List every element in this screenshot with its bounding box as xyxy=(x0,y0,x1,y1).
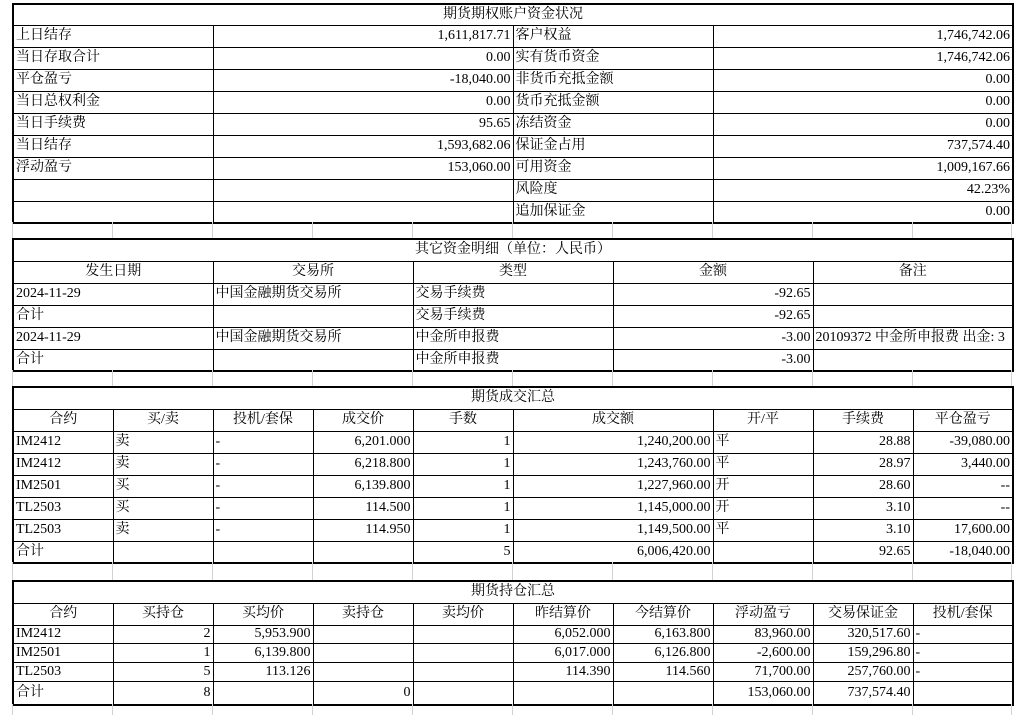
column-header-float-pnl: 浮动盈亏 xyxy=(713,603,813,625)
contract-cell: IM2501 xyxy=(13,475,113,497)
right-label-cell: 风险度 xyxy=(513,179,713,201)
header-row xyxy=(13,409,1013,431)
empty-cell xyxy=(213,349,413,371)
fee-cell: 28.88 xyxy=(813,431,913,453)
lots-cell: 1 xyxy=(413,519,513,541)
close-pnl-cell: 17,600.00 xyxy=(913,519,1013,541)
section-spacer xyxy=(12,222,1012,238)
table-row xyxy=(13,135,1013,157)
total-lots-cell: 5 xyxy=(413,541,513,563)
total-row xyxy=(13,681,1013,705)
empty-cell xyxy=(313,643,413,662)
fee-cell: 28.60 xyxy=(813,475,913,497)
prev-settle-cell: 114.390 xyxy=(513,662,613,681)
header-row xyxy=(13,603,1013,625)
empty-cell xyxy=(513,681,613,705)
fee-cell: 3.10 xyxy=(813,519,913,541)
contract-cell: IM2412 xyxy=(13,453,113,475)
table-row xyxy=(13,625,1013,643)
empty-cell xyxy=(813,349,1013,371)
turnover-cell: 1,240,200.00 xyxy=(513,431,713,453)
turnover-cell: 1,227,960.00 xyxy=(513,475,713,497)
hedge-cell: - xyxy=(213,497,313,519)
buy-qty-cell: 5 xyxy=(113,662,213,681)
empty-cell xyxy=(813,305,1013,327)
total-label-cell: 合计 xyxy=(13,681,113,705)
column-header-lots: 手数 xyxy=(413,409,513,431)
close-pnl-cell: -- xyxy=(913,497,1013,519)
exchange-cell: 中国金融期货交易所 xyxy=(213,327,413,349)
empty-cell xyxy=(213,201,513,223)
left-value-cell: 153,060.00 xyxy=(213,157,513,179)
amount-cell: -92.65 xyxy=(613,283,813,305)
contract-cell: IM2412 xyxy=(13,431,113,453)
column-header-exchange: 交易所 xyxy=(213,261,413,283)
empty-cell xyxy=(313,541,413,563)
side-cell: 卖 xyxy=(113,519,213,541)
left-label-cell: 平仓盈亏 xyxy=(13,69,213,91)
right-label-cell: 保证金占用 xyxy=(513,135,713,157)
column-header-open-close: 开/平 xyxy=(713,409,813,431)
lots-cell: 1 xyxy=(413,453,513,475)
side-cell: 买 xyxy=(113,497,213,519)
date-cell: 合计 xyxy=(13,305,213,327)
right-label-cell: 冻结资金 xyxy=(513,113,713,135)
total-turnover-cell: 6,006,420.00 xyxy=(513,541,713,563)
total-fee-cell: 92.65 xyxy=(813,541,913,563)
table-row xyxy=(13,349,1013,371)
right-label-cell: 客户权益 xyxy=(513,25,713,47)
empty-cell xyxy=(613,681,713,705)
settle-cell: 6,163.800 xyxy=(613,625,713,643)
column-header-sell-qty: 卖持仓 xyxy=(313,603,413,625)
price-cell: 114.950 xyxy=(313,519,413,541)
table-row xyxy=(13,305,1013,327)
right-value-cell: 42.23% xyxy=(713,179,1013,201)
margin-cell: 257,760.00 xyxy=(813,662,913,681)
right-value-cell: 1,746,742.06 xyxy=(713,25,1013,47)
fee-cell: 3.10 xyxy=(813,497,913,519)
price-cell: 6,139.800 xyxy=(313,475,413,497)
buy-avg-cell: 113.126 xyxy=(213,662,313,681)
price-cell: 6,218.800 xyxy=(313,453,413,475)
contract-cell: TL2503 xyxy=(13,519,113,541)
total-sell-qty-cell: 0 xyxy=(313,681,413,705)
empty-cell xyxy=(13,201,213,223)
table-row xyxy=(13,91,1013,113)
account-status-table xyxy=(12,3,1014,224)
empty-cell xyxy=(213,681,313,705)
open-close-cell: 平 xyxy=(713,431,813,453)
total-buy-qty-cell: 8 xyxy=(113,681,213,705)
right-value-cell: 0.00 xyxy=(713,69,1013,91)
hedge-cell: - xyxy=(213,453,313,475)
total-row xyxy=(13,541,1013,563)
hedge-cell: - xyxy=(213,475,313,497)
position-summary-title: 期货持仓汇总 xyxy=(13,581,1013,603)
left-label-cell: 当日存取合计 xyxy=(13,47,213,69)
remark-cell: 20109372 中金所申报费 出金: 3 xyxy=(813,327,1013,349)
column-header-close-pnl: 平仓盈亏 xyxy=(913,409,1013,431)
left-label-cell: 浮动盈亏 xyxy=(13,157,213,179)
empty-cell xyxy=(913,681,1013,705)
side-cell: 卖 xyxy=(113,431,213,453)
turnover-cell: 1,243,760.00 xyxy=(513,453,713,475)
column-header-prev-settle: 昨结算价 xyxy=(513,603,613,625)
column-header-settle: 今结算价 xyxy=(613,603,713,625)
fee-cell: 28.97 xyxy=(813,453,913,475)
buy-qty-cell: 1 xyxy=(113,643,213,662)
title-row xyxy=(13,239,1013,261)
left-value-cell: 0.00 xyxy=(213,47,513,69)
date-cell: 合计 xyxy=(13,349,213,371)
total-margin-cell: 737,574.40 xyxy=(813,681,913,705)
exchange-cell: 中国金融期货交易所 xyxy=(213,283,413,305)
table-row xyxy=(13,113,1013,135)
right-value-cell: 737,574.40 xyxy=(713,135,1013,157)
turnover-cell: 1,145,000.00 xyxy=(513,497,713,519)
trade-summary-title: 期货成交汇总 xyxy=(13,387,1013,409)
title-row xyxy=(13,4,1013,25)
title-row xyxy=(13,387,1013,409)
column-header-contract: 合约 xyxy=(13,409,113,431)
empty-cell xyxy=(213,305,413,327)
right-label-cell: 实有货币资金 xyxy=(513,47,713,69)
total-float-pnl-cell: 153,060.00 xyxy=(713,681,813,705)
lots-cell: 1 xyxy=(413,475,513,497)
account-status-title: 期货期权账户资金状况 xyxy=(13,4,1013,25)
type-cell: 交易手续费 xyxy=(413,283,613,305)
column-header-margin: 交易保证金 xyxy=(813,603,913,625)
left-value-cell: 1,593,682.06 xyxy=(213,135,513,157)
total-label-cell: 合计 xyxy=(13,541,113,563)
type-cell: 中金所申报费 xyxy=(413,349,613,371)
open-close-cell: 平 xyxy=(713,453,813,475)
hedge-cell: - xyxy=(913,662,1013,681)
empty-cell xyxy=(813,283,1013,305)
column-header-buy-avg: 买均价 xyxy=(213,603,313,625)
table-row xyxy=(13,47,1013,69)
close-pnl-cell: -- xyxy=(913,475,1013,497)
right-label-cell: 追加保证金 xyxy=(513,201,713,223)
table-row xyxy=(13,519,1013,541)
type-cell: 交易手续费 xyxy=(413,305,613,327)
empty-cell xyxy=(413,681,513,705)
position-summary-table xyxy=(12,580,1014,706)
hedge-cell: - xyxy=(913,643,1013,662)
empty-cell xyxy=(213,179,513,201)
buy-qty-cell: 2 xyxy=(113,625,213,643)
right-label-cell: 货币充抵金额 xyxy=(513,91,713,113)
amount-cell: -92.65 xyxy=(613,305,813,327)
price-cell: 6,201.000 xyxy=(313,431,413,453)
right-value-cell: 1,746,742.06 xyxy=(713,47,1013,69)
column-header-hedge: 投机/套保 xyxy=(913,603,1013,625)
column-header-buy-qty: 买持仓 xyxy=(113,603,213,625)
column-header-remark: 备注 xyxy=(813,261,1013,283)
other-funds-table xyxy=(12,238,1014,372)
column-header-type: 类型 xyxy=(413,261,613,283)
contract-cell: IM2412 xyxy=(13,625,113,643)
contract-cell: TL2503 xyxy=(13,497,113,519)
hedge-cell: - xyxy=(213,519,313,541)
left-value-cell: 95.65 xyxy=(213,113,513,135)
right-label-cell: 可用资金 xyxy=(513,157,713,179)
table-row xyxy=(13,179,1013,201)
lots-cell: 1 xyxy=(413,431,513,453)
float-pnl-cell: 83,960.00 xyxy=(713,625,813,643)
margin-cell: 159,296.80 xyxy=(813,643,913,662)
left-label-cell: 当日手续费 xyxy=(13,113,213,135)
type-cell: 中金所申报费 xyxy=(413,327,613,349)
left-value-cell: 1,611,817.71 xyxy=(213,25,513,47)
table-row xyxy=(13,327,1013,349)
title-row xyxy=(13,581,1013,603)
trade-summary-table xyxy=(12,386,1014,564)
buy-avg-cell: 6,139.800 xyxy=(213,643,313,662)
hedge-cell: - xyxy=(213,431,313,453)
table-row xyxy=(13,201,1013,223)
left-label-cell: 当日总权利金 xyxy=(13,91,213,113)
table-row xyxy=(13,283,1013,305)
total-close-pnl-cell: -18,040.00 xyxy=(913,541,1013,563)
float-pnl-cell: -2,600.00 xyxy=(713,643,813,662)
empty-cell xyxy=(13,179,213,201)
price-cell: 114.500 xyxy=(313,497,413,519)
left-label-cell: 上日结存 xyxy=(13,25,213,47)
empty-cell xyxy=(313,662,413,681)
left-label-cell: 当日结存 xyxy=(13,135,213,157)
other-funds-title: 其它资金明细（单位：人民币） xyxy=(13,239,1013,261)
amount-cell: -3.00 xyxy=(613,349,813,371)
right-value-cell: 0.00 xyxy=(713,201,1013,223)
date-cell: 2024-11-29 xyxy=(13,327,213,349)
empty-cell xyxy=(113,541,213,563)
table-row xyxy=(13,25,1013,47)
section-spacer xyxy=(12,704,1012,715)
table-row xyxy=(13,497,1013,519)
section-spacer xyxy=(12,370,1012,386)
open-close-cell: 开 xyxy=(713,497,813,519)
float-pnl-cell: 71,700.00 xyxy=(713,662,813,681)
open-close-cell: 开 xyxy=(713,475,813,497)
table-row xyxy=(13,431,1013,453)
left-value-cell: -18,040.00 xyxy=(213,69,513,91)
buy-avg-cell: 5,953.900 xyxy=(213,625,313,643)
settle-cell: 114.560 xyxy=(613,662,713,681)
margin-cell: 320,517.60 xyxy=(813,625,913,643)
right-value-cell: 0.00 xyxy=(713,91,1013,113)
column-header-hedge: 投机/套保 xyxy=(213,409,313,431)
open-close-cell: 平 xyxy=(713,519,813,541)
close-pnl-cell: 3,440.00 xyxy=(913,453,1013,475)
side-cell: 买 xyxy=(113,475,213,497)
right-value-cell: 0.00 xyxy=(713,113,1013,135)
settle-cell: 6,126.800 xyxy=(613,643,713,662)
header-row xyxy=(13,261,1013,283)
date-cell: 2024-11-29 xyxy=(13,283,213,305)
prev-settle-cell: 6,052.000 xyxy=(513,625,613,643)
column-header-contract: 合约 xyxy=(13,603,113,625)
column-header-price: 成交价 xyxy=(313,409,413,431)
section-spacer xyxy=(12,562,1012,580)
close-pnl-cell: -39,080.00 xyxy=(913,431,1013,453)
empty-cell xyxy=(713,541,813,563)
empty-cell xyxy=(413,643,513,662)
table-row xyxy=(13,453,1013,475)
empty-cell xyxy=(213,541,313,563)
column-header-turnover: 成交额 xyxy=(513,409,713,431)
table-row xyxy=(13,475,1013,497)
empty-cell xyxy=(413,662,513,681)
table-row xyxy=(13,157,1013,179)
contract-cell: IM2501 xyxy=(13,643,113,662)
right-label-cell: 非货币充抵金额 xyxy=(513,69,713,91)
column-header-fee: 手续费 xyxy=(813,409,913,431)
amount-cell: -3.00 xyxy=(613,327,813,349)
table-row xyxy=(13,662,1013,681)
column-header-side: 买/卖 xyxy=(113,409,213,431)
empty-cell xyxy=(313,625,413,643)
column-header-sell-avg: 卖均价 xyxy=(413,603,513,625)
turnover-cell: 1,149,500.00 xyxy=(513,519,713,541)
lots-cell: 1 xyxy=(413,497,513,519)
left-value-cell: 0.00 xyxy=(213,91,513,113)
table-row xyxy=(13,69,1013,91)
column-header-amount: 金额 xyxy=(613,261,813,283)
contract-cell: TL2503 xyxy=(13,662,113,681)
right-value-cell: 1,009,167.66 xyxy=(713,157,1013,179)
side-cell: 卖 xyxy=(113,453,213,475)
prev-settle-cell: 6,017.000 xyxy=(513,643,613,662)
hedge-cell: - xyxy=(913,625,1013,643)
table-row xyxy=(13,643,1013,662)
empty-cell xyxy=(413,625,513,643)
column-header-date: 发生日期 xyxy=(13,261,213,283)
